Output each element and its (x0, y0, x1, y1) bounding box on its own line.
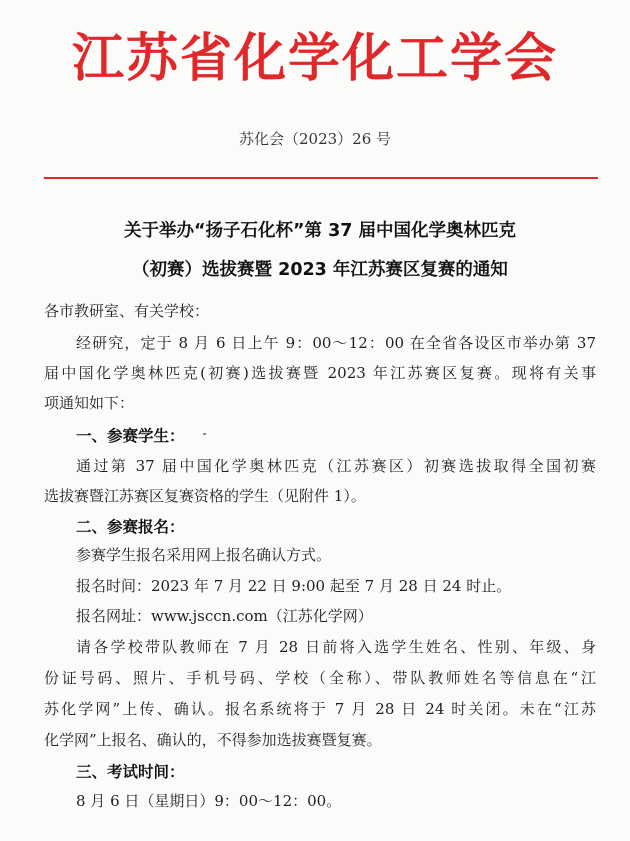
organization-header: 江苏省化学化工学会 (71, 28, 558, 89)
intro-line-3: 项通知如下： (44, 394, 135, 412)
document-number: 苏化会（2023）26 号 (238, 130, 392, 148)
intro-line-1: 经研究，定于 8 月 6 日上午 9：00～12：00 在全省各设区市举办第 37 (76, 334, 596, 352)
salutation: 各市教研室、有关学校： (44, 302, 210, 320)
notice-title-line-1: 关于举办“扬子石化杯”第 37 届中国化学奥林匹克 (123, 221, 517, 241)
notice-title-line-2: （初赛）选拔赛暨 2023 年江苏赛区复赛的通知 (132, 260, 508, 280)
section-1-heading: 一、参赛学生： (76, 427, 185, 445)
section-2-heading: 二、参赛报名： (76, 518, 185, 536)
intro-line-2: 届中国化学奥林匹克(初赛)选拔赛暨 2023 年江苏赛区复赛。现将有关事 (44, 364, 596, 382)
section-1-line-1: 通过第 37 届中国化学奥林匹克（江苏赛区）初赛选拔取得全国初赛 (76, 457, 596, 475)
registration-method: 参赛学生报名采用网上报名确认方式。 (76, 546, 332, 564)
instructions-line-3: 苏化学网”上传、确认。报名系统将于 7 月 28 日 24 时关闭。未在“江苏 (44, 700, 596, 718)
section-3-heading: 三、考试时间： (76, 763, 185, 781)
scan-speck (203, 433, 206, 435)
instructions-line-1: 请各学校带队教师在 7 月 28 日前将入选学生姓名、性别、年级、身 (76, 638, 596, 656)
registration-website: 报名网址：www.jsccn.com（江苏化学网） (76, 607, 373, 625)
section-1-line-2: 选拔赛暨江苏赛区复赛资格的学生（见附件 1）。 (44, 487, 366, 505)
exam-time: 8 月 6 日（星期日）9：00～12：00。 (76, 792, 342, 810)
red-divider-line (44, 177, 598, 179)
instructions-line-4: 化学网”上报名、确认的，不得参加选拔赛暨复赛。 (44, 731, 382, 749)
instructions-line-2: 份证号码、照片、手机号码、学校（全称）、带队教师姓名等信息在“江 (44, 669, 596, 687)
registration-time: 报名时间：2023 年 7 月 22 日 9:00 起至 7 月 28 日 24 时止。 (76, 577, 512, 595)
